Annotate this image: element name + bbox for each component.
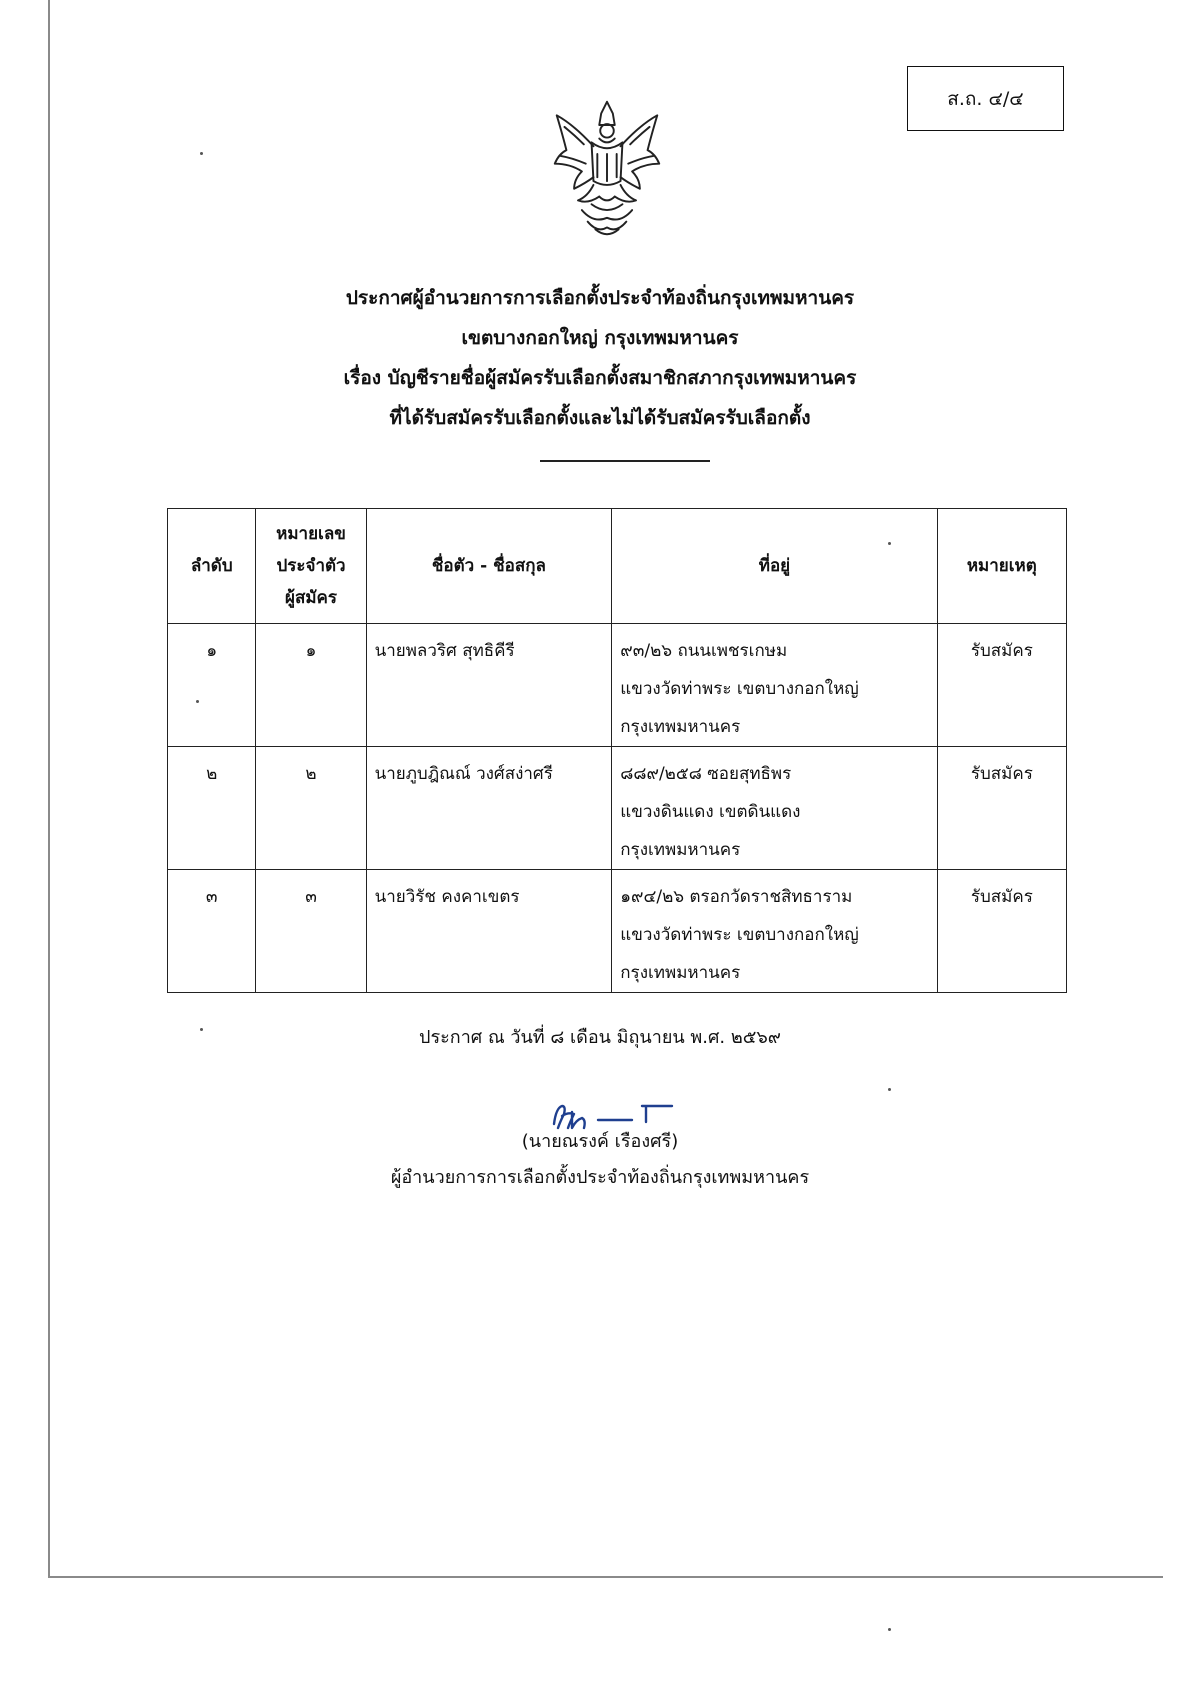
address-line: กรุงเทพมหานคร <box>620 717 741 737</box>
header-seq: ลำดับ <box>168 509 256 624</box>
scan-speck <box>200 1028 203 1031</box>
heading-line-3: เรื่อง บัญชีรายชื่อผู้สมัครรับเลือกตั้งสมาชิกสภากรุงเทพมหานคร <box>343 367 857 389</box>
candidates-table <box>167 508 1067 993</box>
header-address: ที่อยู่ <box>612 509 937 624</box>
row-address <box>612 870 937 993</box>
row-note: รับสมัคร <box>937 870 1066 993</box>
heading-divider <box>540 460 710 462</box>
form-code: ส.ถ. ๔/๔ <box>947 87 1024 110</box>
page-edge-bottom <box>48 1576 1163 1578</box>
row-note: รับสมัคร <box>937 624 1066 747</box>
header-number-line-2: ประจำตัว <box>276 556 346 576</box>
address-line: ๘๘๙/๒๕๘ ซอยสุทธิพร <box>620 764 792 784</box>
form-code-box <box>907 66 1064 131</box>
row-candidate-number: ๓ <box>256 870 366 993</box>
heading-line-2: เขตบางกอกใหญ่ กรุงเทพมหานคร <box>461 327 739 349</box>
row-name: นายพลวริศ สุทธิคีรี <box>366 624 612 747</box>
header-note: หมายเหตุ <box>937 509 1066 624</box>
address-line: แขวงดินแดง เขตดินแดง <box>620 802 801 822</box>
scan-speck <box>888 1628 891 1631</box>
row-candidate-number: ๑ <box>256 624 366 747</box>
header-number-line-1: หมายเลข <box>276 524 346 544</box>
address-line: ๑๙๔/๒๖ ตรอกวัดราชสิทธาราม <box>620 887 853 907</box>
address-line: ๙๓/๒๖ ถนนเพชรเกษม <box>620 641 788 661</box>
table-row <box>168 870 1067 993</box>
header-name: ชื่อตัว - ชื่อสกุล <box>366 509 612 624</box>
address-line: กรุงเทพมหานคร <box>620 840 741 860</box>
signer-name: (นายณรงค์ เรืองศรี) <box>521 1131 679 1152</box>
address-line: กรุงเทพมหานคร <box>620 963 741 983</box>
row-note: รับสมัคร <box>937 747 1066 870</box>
table-row <box>168 747 1067 870</box>
row-address <box>612 624 937 747</box>
row-seq: ๒ <box>168 747 256 870</box>
row-candidate-number: ๒ <box>256 747 366 870</box>
scan-speck <box>200 152 203 155</box>
row-seq: ๑ <box>168 624 256 747</box>
scan-speck <box>888 542 891 545</box>
row-name: นายภูบฎิณณ์ วงศ์สง่าศรี <box>366 747 612 870</box>
heading-line-1: ประกาศผู้อำนวยการการเลือกตั้งประจำท้องถิ่นกรุงเทพมหานคร <box>345 287 855 309</box>
table-row <box>168 624 1067 747</box>
page-edge-left <box>48 0 50 1578</box>
scan-speck <box>196 700 199 703</box>
row-seq: ๓ <box>168 870 256 993</box>
row-address <box>612 747 937 870</box>
header-candidate-number <box>256 509 366 624</box>
signer-title: ผู้อำนวยการการเลือกตั้งประจำท้องถิ่นกรุงเทพมหานคร <box>390 1167 810 1188</box>
scan-speck <box>888 1088 891 1091</box>
announcement-date: ประกาศ ณ วันที่ ๘ เดือน มิถุนายน พ.ศ. ๒๕๖๙ <box>419 1027 781 1048</box>
address-line: แขวงวัดท่าพระ เขตบางกอกใหญ่ <box>620 679 859 699</box>
announcement-heading <box>150 278 1050 438</box>
heading-line-4: ที่ได้รับสมัครรับเลือกตั้งและไม่ได้รับสมัครรับเลือกตั้ง <box>389 407 811 429</box>
address-line: แขวงวัดท่าพระ เขตบางกอกใหญ่ <box>620 925 859 945</box>
garuda-emblem-icon <box>548 96 666 241</box>
row-name: นายวิรัช คงคาเขตร <box>366 870 612 993</box>
header-number-line-3: ผู้สมัคร <box>285 588 338 608</box>
table-header-row <box>168 509 1067 624</box>
